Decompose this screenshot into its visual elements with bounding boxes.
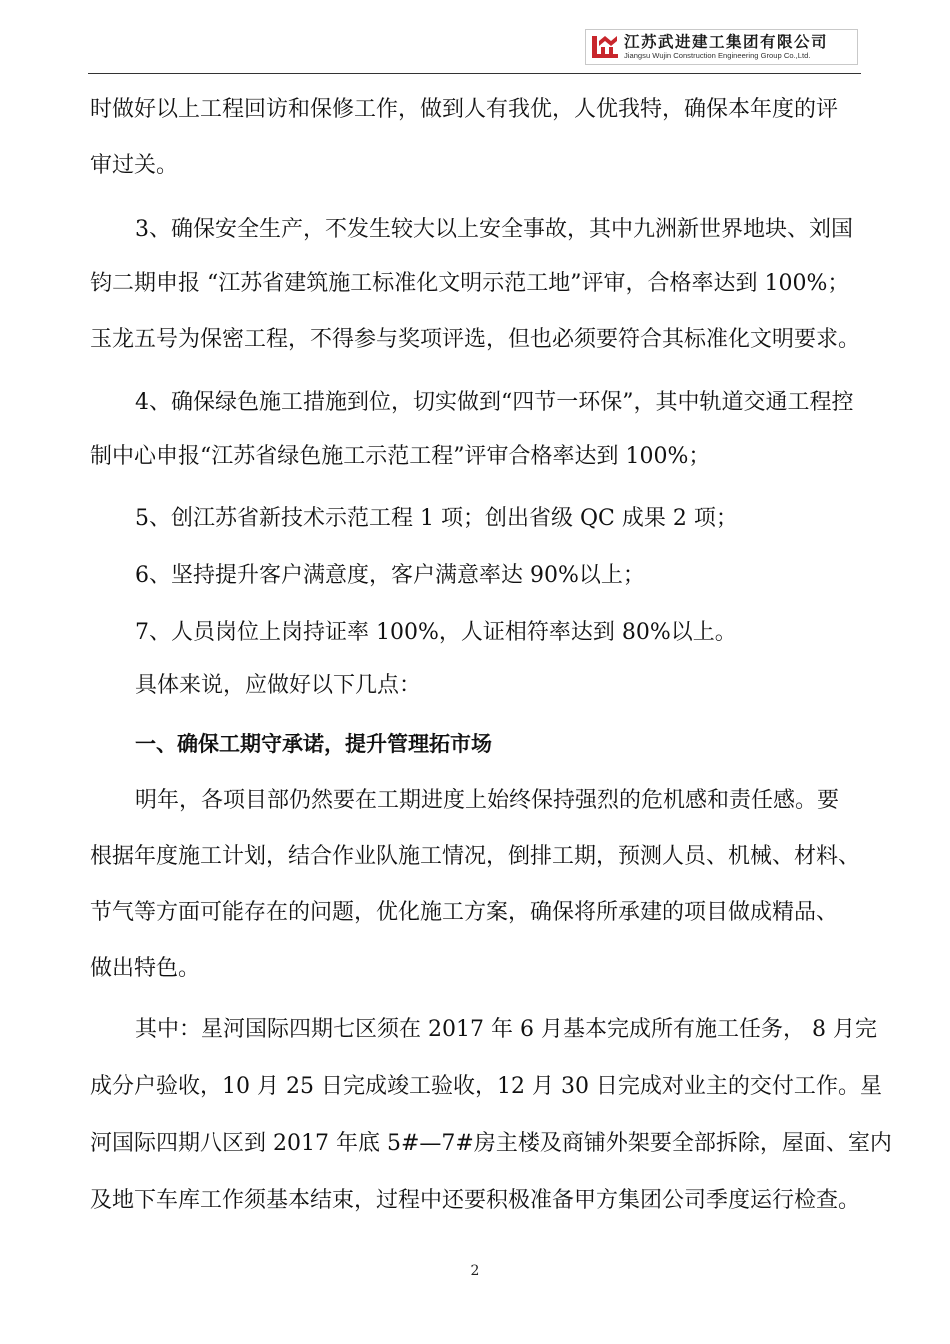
company-logo-icon: [590, 33, 620, 61]
paragraph-line: 成分户验收，10 月 25 日完成竣工验收，12 月 30 日完成对业主的交付工作。星: [90, 1074, 882, 1099]
company-logo: [585, 29, 858, 65]
header-divider: [88, 73, 861, 74]
paragraph-line: 5、创江苏省新技术示范工程 1 项；创出省级 QC 成果 2 项；: [135, 506, 738, 531]
paragraph-line: 制中心申报“江苏省绿色施工示范工程”评审合格率达到 100%；: [90, 444, 711, 469]
company-name-cn: 江苏武进建工集团有限公司: [624, 33, 829, 51]
paragraph-line: 6、坚持提升客户满意度，客户满意率达 90%以上；: [135, 563, 645, 588]
paragraph-line: 7、人员岗位上岗持证率 100%，人证相符率达到 80%以上。: [135, 620, 737, 645]
section-heading: 一、确保工期守承诺，提升管理拓市场: [135, 732, 492, 756]
paragraph-line: 节气等方面可能存在的问题，优化施工方案，确保将所承建的项目做成精品、: [90, 900, 839, 925]
paragraph-line: 审过关。: [90, 153, 179, 178]
paragraph-line: 河国际四期八区到 2017 年底 5#—7#房主楼及商铺外架要全部拆除，屋面、室内: [90, 1131, 892, 1156]
paragraph-line: 做出特色。: [90, 956, 201, 981]
paragraph-line: 根据年度施工计划，结合作业队施工情况，倒排工期，预测人员、机械、材料、: [90, 844, 861, 869]
paragraph-line: 明年，各项目部仍然要在工期进度上始终保持强烈的危机感和责任感。要: [135, 788, 840, 813]
page-header: [0, 0, 950, 80]
paragraph-line: 玉龙五号为保密工程，不得参与奖项评选，但也必须要符合其标准化文明要求。: [90, 327, 861, 352]
company-name-en: Jiangsu Wujin Construction Engineering Group Co.,Ltd.: [624, 51, 811, 60]
paragraph-line: 3、确保安全生产，不发生较大以上安全事故，其中九洲新世界地块、刘国: [135, 217, 853, 242]
paragraph-line: 具体来说，应做好以下几点：: [135, 673, 422, 698]
paragraph-line: 及地下车库工作须基本结束，过程中还要积极准备甲方集团公司季度运行检查。: [90, 1188, 861, 1213]
page-number: 2: [470, 1263, 480, 1279]
paragraph-line: 4、确保绿色施工措施到位，切实做到“四节一环保”，其中轨道交通工程控: [135, 390, 854, 415]
paragraph-line: 钧二期申报 “江苏省建筑施工标准化文明示范工地”评审，合格率达到 100%；: [90, 271, 850, 296]
paragraph-line: 其中：星河国际四期七区须在 2017 年 6 月基本完成所有施工任务， 8 月完: [135, 1017, 877, 1042]
paragraph-line: 时做好以上工程回访和保修工作，做到人有我优，人优我特，确保本年度的评: [90, 97, 839, 122]
